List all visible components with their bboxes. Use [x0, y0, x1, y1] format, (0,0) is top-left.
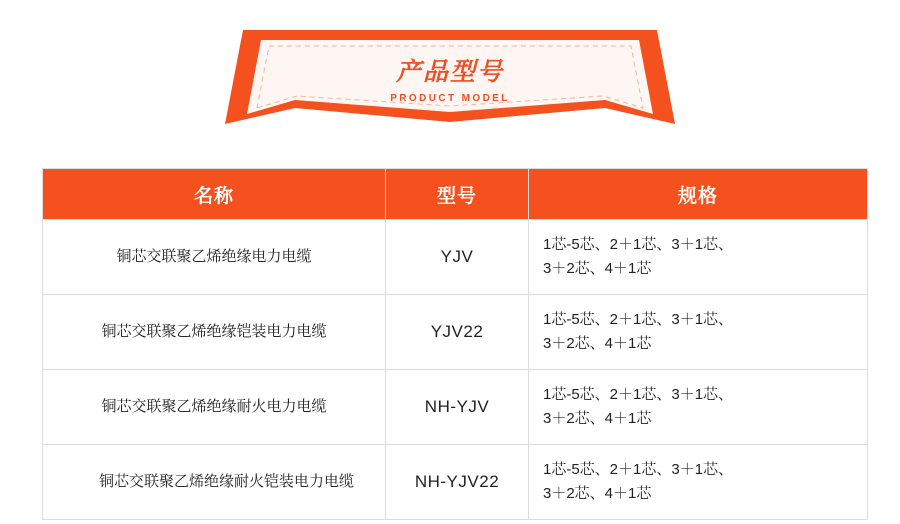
banner — [225, 26, 675, 136]
cell-product-model: YJV22 — [386, 295, 529, 370]
cell-product-spec — [529, 220, 868, 295]
cell-product-spec — [529, 445, 868, 520]
table-row — [43, 295, 868, 370]
spec-line-2: 3＋2芯、4＋1芯 — [543, 485, 652, 502]
cell-product-name: 铜芯交联聚乙烯绝缘铠装电力电缆 — [43, 295, 386, 370]
table-row — [43, 445, 868, 520]
table-body — [43, 220, 868, 520]
table-row — [43, 220, 868, 295]
product-table — [42, 168, 868, 520]
banner-section — [0, 26, 900, 144]
cell-product-model: NH-YJV — [386, 370, 529, 445]
column-header-model: 型号 — [386, 169, 529, 220]
spec-line-2: 3＋2芯、4＋1芯 — [543, 260, 652, 277]
spec-line-1: 1芯-5芯、2＋1芯、3＋1芯、 — [543, 236, 734, 253]
column-header-spec: 规格 — [529, 169, 868, 220]
cell-product-name: 铜芯交联聚乙烯绝缘电力电缆 — [43, 220, 386, 295]
cell-product-model: YJV — [386, 220, 529, 295]
cell-product-name: 铜芯交联聚乙烯绝缘耐火电力电缆 — [43, 370, 386, 445]
column-header-name: 名称 — [43, 169, 386, 220]
spec-line-1: 1芯-5芯、2＋1芯、3＋1芯、 — [543, 461, 734, 478]
table-header-row — [43, 169, 868, 220]
banner-title: 产品型号 — [395, 58, 504, 86]
cell-product-spec — [529, 370, 868, 445]
banner-text — [225, 60, 675, 104]
spec-line-1: 1芯-5芯、2＋1芯、3＋1芯、 — [543, 386, 734, 403]
product-table-container — [42, 168, 858, 520]
cell-product-name: 铜芯交联聚乙烯绝缘耐火铠装电力电缆 — [43, 445, 386, 520]
table-row — [43, 370, 868, 445]
spec-line-1: 1芯-5芯、2＋1芯、3＋1芯、 — [543, 311, 734, 328]
spec-line-2: 3＋2芯、4＋1芯 — [543, 410, 652, 427]
cell-product-spec — [529, 295, 868, 370]
cell-product-model: NH-YJV22 — [386, 445, 529, 520]
table-header — [43, 169, 868, 220]
spec-line-2: 3＋2芯、4＋1芯 — [543, 335, 652, 352]
banner-subtitle: PRODUCT MODEL — [390, 93, 510, 104]
